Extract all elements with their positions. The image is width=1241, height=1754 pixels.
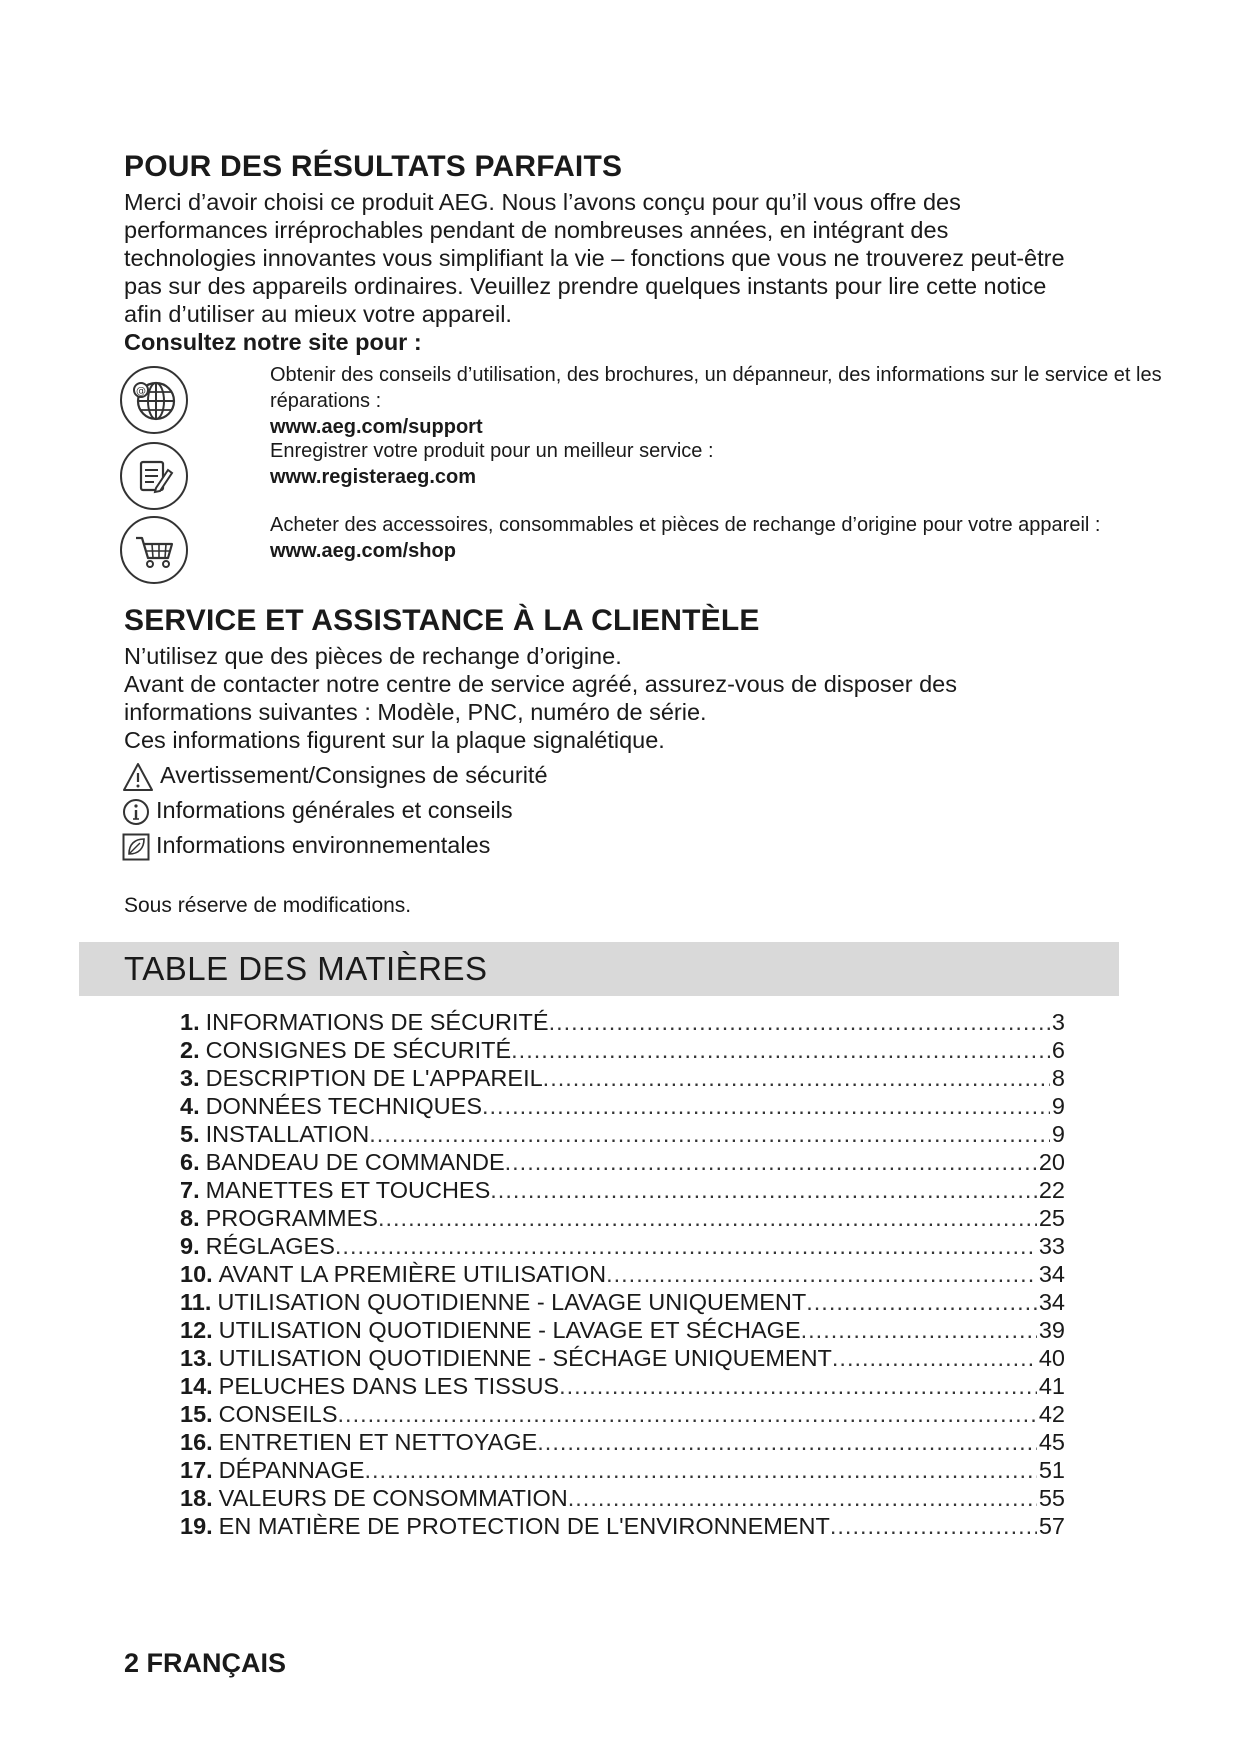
toc-item-number: 4. (180, 1093, 200, 1119)
svg-text:@: @ (136, 386, 146, 397)
toc-item-title: UTILISATION QUOTIDIENNE - SÉCHAGE UNIQUEMENT (218, 1345, 832, 1371)
intro-paragraph (124, 188, 1084, 356)
toc-leader-dots (490, 1176, 1037, 1204)
toc-item-page: 25 (1038, 1205, 1065, 1231)
warning-icon (122, 762, 154, 792)
toc-item-number: 14. (180, 1373, 213, 1399)
legend-warning (122, 758, 548, 792)
toc-item-title: CONSEILS (218, 1401, 338, 1427)
toc-item[interactable] (180, 1484, 1065, 1512)
toc-item[interactable] (180, 1036, 1065, 1064)
toc-leader-dots (549, 1008, 1050, 1036)
link-support[interactable]: www.aeg.com/support (270, 416, 483, 438)
toc-item[interactable] (180, 1204, 1065, 1232)
toc-item[interactable] (180, 1400, 1065, 1428)
globe-icon (120, 366, 188, 434)
toc-leader-dots (830, 1512, 1037, 1540)
site-desc-shop: Acheter des accessoires, consommables et pièces de rechange d’origine pour votre appareil : (270, 514, 1101, 536)
page-footer: 2 FRANÇAIS (124, 1648, 287, 1678)
toc-leader-dots (511, 1036, 1050, 1064)
toc-item-title: DONNÉES TECHNIQUES (205, 1093, 482, 1119)
toc-item-title: DÉPANNAGE (218, 1457, 365, 1483)
site-row-register (120, 438, 1110, 518)
toc-item[interactable] (180, 1176, 1065, 1204)
link-shop[interactable]: www.aeg.com/shop (270, 540, 456, 562)
toc-leader-dots (365, 1456, 1037, 1484)
legend-info-label: Informations générales et conseils (156, 797, 513, 823)
toc-item[interactable] (180, 1316, 1065, 1344)
intro-text: Merci d’avoir choisi ce produit AEG. Nous l’avons conçu pour qu’il vous offre des performances irréprochables pendant de nombreuses années, en intégrant des technologies innovantes vous simplifiant la vie – fonctions que vous ne trouverez peut-être pas sur des appareils ordinaires. Veuillez prendre quelques instants pour lire cette notice afin d’utiliser au mieux votre appareil. (124, 189, 1065, 327)
toc-leader-dots (482, 1092, 1050, 1120)
toc-item-number: 7. (180, 1177, 200, 1203)
legend-info (122, 793, 513, 827)
toc-item-number: 18. (180, 1485, 213, 1511)
service-line-2: Avant de contacter notre centre de service agréé, assurez-vous de disposer des informations suivantes : Modèle, PNC, numéro de série. (124, 671, 957, 725)
toc-item-page: 33 (1038, 1233, 1065, 1259)
toc-leader-dots (606, 1260, 1037, 1288)
toc-item-number: 2. (180, 1037, 200, 1063)
toc-item-page: 40 (1038, 1345, 1065, 1371)
toc-item[interactable] (180, 1120, 1065, 1148)
toc-item-number: 16. (180, 1429, 213, 1455)
toc-item-page: 42 (1038, 1401, 1065, 1427)
info-icon (122, 798, 150, 826)
toc-item-number: 11. (180, 1289, 212, 1315)
toc-item-page: 41 (1038, 1373, 1065, 1399)
toc-item[interactable] (180, 1092, 1065, 1120)
toc-item[interactable] (180, 1512, 1065, 1540)
toc-item[interactable] (180, 1344, 1065, 1372)
leaf-icon (122, 833, 150, 861)
toc-item-title: UTILISATION QUOTIDIENNE - LAVAGE ET SÉCHAGE (218, 1317, 801, 1343)
toc-item-page: 34 (1038, 1261, 1065, 1287)
toc-title: TABLE DES MATIÈRES (124, 950, 488, 987)
table-of-contents (180, 1008, 1065, 1540)
toc-item-title: DESCRIPTION DE L'APPAREIL (205, 1065, 543, 1091)
toc-item-title: INSTALLATION (205, 1121, 370, 1147)
toc-item-title: BANDEAU DE COMMANDE (205, 1149, 505, 1175)
toc-item-page: 51 (1038, 1457, 1065, 1483)
legend-environment-label: Informations environnementales (156, 832, 491, 858)
toc-leader-dots (338, 1400, 1037, 1428)
site-text-support (270, 362, 1230, 440)
toc-leader-dots (559, 1372, 1037, 1400)
section-heading-service: SERVICE ET ASSISTANCE À LA CLIENTÈLE (124, 604, 760, 637)
toc-leader-dots (832, 1344, 1037, 1372)
toc-item-title: UTILISATION QUOTIDIENNE - LAVAGE UNIQUEMENT (217, 1289, 807, 1315)
site-row-support (120, 362, 1162, 442)
toc-item-number: 19. (180, 1513, 213, 1539)
toc-item-number: 10. (180, 1261, 213, 1287)
toc-item-title: ENTRETIEN ET NETTOYAGE (218, 1429, 538, 1455)
legend-warning-label: Avertissement/Consignes de sécurité (160, 762, 548, 788)
toc-item[interactable] (180, 1148, 1065, 1176)
legend-environment (122, 828, 490, 862)
toc-item-number: 8. (180, 1205, 200, 1231)
modification-notice: Sous réserve de modifications. (124, 894, 412, 917)
section-heading-results: POUR DES RÉSULTATS PARFAITS (124, 150, 623, 183)
link-register[interactable]: www.registeraeg.com (270, 466, 476, 488)
service-paragraph (124, 642, 1084, 754)
toc-item-title: AVANT LA PREMIÈRE UTILISATION (218, 1261, 607, 1287)
toc-item-number: 13. (180, 1345, 213, 1371)
toc-item[interactable] (180, 1456, 1065, 1484)
site-desc-register: Enregistrer votre produit pour un meilleur service : (270, 440, 714, 462)
toc-item[interactable] (180, 1232, 1065, 1260)
toc-item-number: 1. (180, 1009, 200, 1035)
toc-header-band (79, 942, 1119, 996)
toc-item-title: EN MATIÈRE DE PROTECTION DE L'ENVIRONNEMENT (218, 1513, 830, 1539)
toc-item-page: 9 (1051, 1093, 1065, 1119)
toc-leader-dots (543, 1064, 1050, 1092)
toc-item-page: 45 (1038, 1429, 1065, 1455)
service-line-1: N’utilisez que des pièces de rechange d’origine. (124, 643, 622, 669)
site-row-shop (120, 512, 1110, 592)
toc-item-page: 20 (1038, 1149, 1065, 1175)
toc-leader-dots (335, 1232, 1037, 1260)
toc-item-number: 15. (180, 1401, 213, 1427)
toc-item[interactable] (180, 1064, 1065, 1092)
toc-item[interactable] (180, 1260, 1065, 1288)
register-icon (120, 442, 188, 510)
toc-item-page: 8 (1051, 1065, 1065, 1091)
cart-icon (120, 516, 188, 584)
toc-item-number: 12. (180, 1317, 213, 1343)
toc-item-number: 6. (180, 1149, 200, 1175)
toc-item-title: VALEURS DE CONSOMMATION (218, 1485, 568, 1511)
toc-item-title: MANETTES ET TOUCHES (205, 1177, 491, 1203)
toc-item-page: 34 (1038, 1289, 1065, 1315)
toc-leader-dots (378, 1204, 1037, 1232)
site-text-register (270, 438, 1230, 490)
toc-item-title: PELUCHES DANS LES TISSUS (218, 1373, 560, 1399)
toc-leader-dots (505, 1148, 1037, 1176)
toc-item-page: 22 (1038, 1177, 1065, 1203)
site-desc-support: Obtenir des conseils d’utilisation, des brochures, un dépanneur, des informations sur le service et les réparations : (270, 364, 1162, 412)
toc-leader-dots (801, 1316, 1037, 1344)
toc-item-title: PROGRAMMES (205, 1205, 378, 1231)
toc-leader-dots (568, 1484, 1037, 1512)
toc-item-title: CONSIGNES DE SÉCURITÉ (205, 1037, 512, 1063)
toc-item-title: RÉGLAGES (205, 1233, 335, 1259)
toc-item[interactable] (180, 1428, 1065, 1456)
consult-label: Consultez notre site pour : (124, 329, 422, 355)
toc-leader-dots (369, 1120, 1050, 1148)
toc-item-number: 3. (180, 1065, 200, 1091)
toc-item-number: 5. (180, 1121, 200, 1147)
toc-item[interactable] (180, 1008, 1065, 1036)
toc-item-page: 3 (1051, 1009, 1065, 1035)
toc-leader-dots (537, 1428, 1037, 1456)
service-line-3: Ces informations figurent sur la plaque signalétique. (124, 727, 665, 753)
toc-item-title: INFORMATIONS DE SÉCURITÉ (205, 1009, 549, 1035)
toc-leader-dots (806, 1288, 1037, 1316)
toc-item-page: 9 (1051, 1121, 1065, 1147)
toc-item-page: 6 (1051, 1037, 1065, 1063)
toc-item-page: 57 (1038, 1513, 1065, 1539)
toc-item-page: 55 (1038, 1485, 1065, 1511)
toc-item[interactable] (180, 1372, 1065, 1400)
toc-item[interactable] (180, 1288, 1065, 1316)
site-text-shop (270, 512, 1230, 564)
toc-item-page: 39 (1038, 1317, 1065, 1343)
toc-item-number: 17. (180, 1457, 213, 1483)
toc-item-number: 9. (180, 1233, 200, 1259)
